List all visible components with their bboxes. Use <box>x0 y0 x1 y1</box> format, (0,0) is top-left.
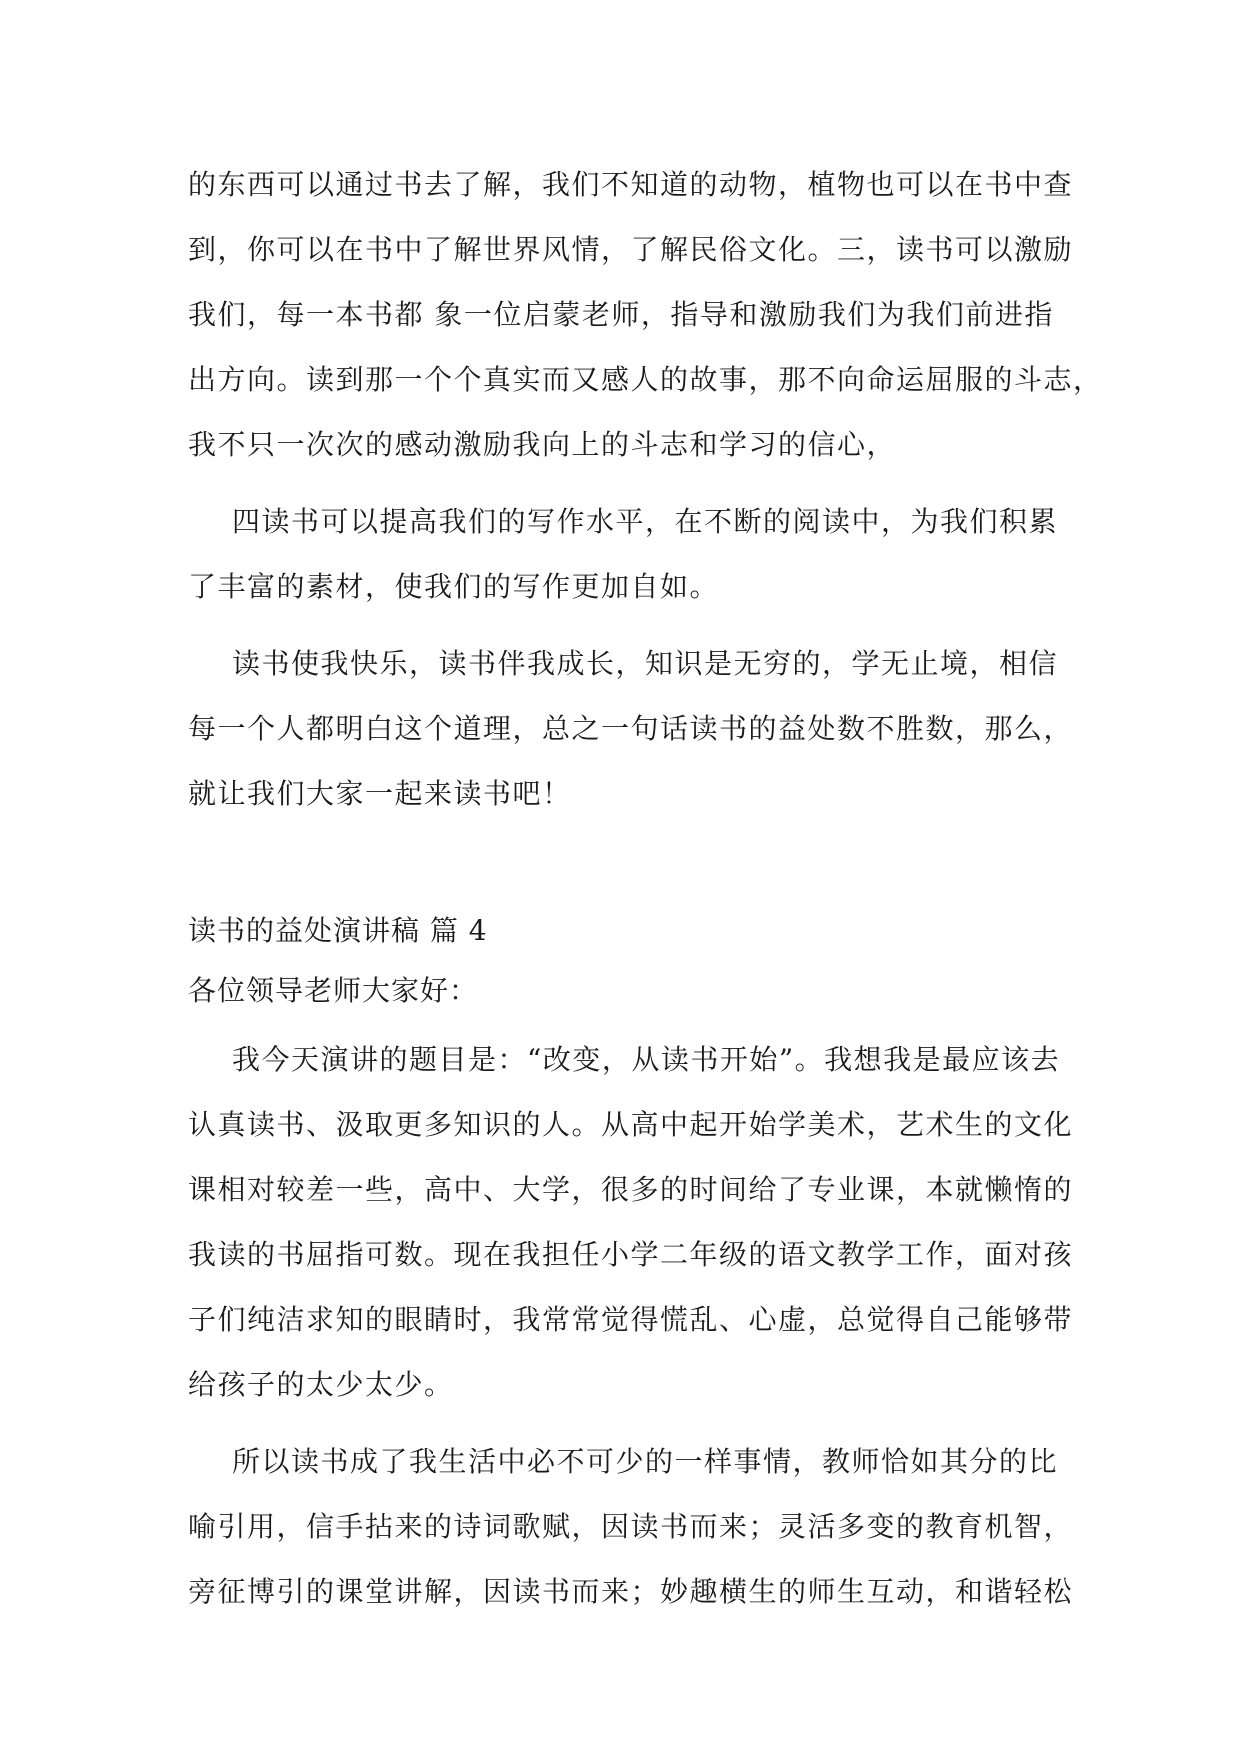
paragraph-1 <box>188 152 1103 477</box>
text-line: 四读书可以提高我们的写作水平，在不断的阅读中，为我们积累 <box>232 505 1059 538</box>
text-line: 我读的书屈指可数。现在我担任小学二年级的语文教学工作，面对孩 <box>188 1238 1074 1271</box>
greeting: 各位领导老师大家好： <box>188 974 479 1007</box>
section-paragraph-1 <box>188 1027 1074 1417</box>
text-line: 所以读书成了我生活中必不可少的一样事情，教师恰如其分的比 <box>232 1445 1059 1478</box>
text-line: 我今天演讲的题目是：“改变，从读书开始”。我想我是最应该去 <box>232 1043 1061 1076</box>
paragraph-spacer <box>188 1417 1068 1429</box>
text-line: 读书使我快乐，读书伴我成长，知识是无穷的，学无止境，相信 <box>232 647 1059 680</box>
text-line: 到，你可以在书中了解世界风情，了解民俗文化。三，读书可以激励 <box>188 233 1074 266</box>
text-line: 课相对较差一些，高中、大学，很多的时间给了专业课，本就懒惰的 <box>188 1173 1074 1206</box>
paragraph-spacer <box>188 477 1068 489</box>
section-paragraph-2 <box>188 1429 1074 1624</box>
text-line: 的东西可以通过书去了解，我们不知道的动物，植物也可以在书中查 <box>188 168 1074 201</box>
section-spacer <box>188 826 1068 901</box>
text-line: 认真读书、汲取更多知识的人。从高中起开始学美术，艺术生的文化 <box>188 1108 1074 1141</box>
section-heading: 读书的益处演讲稿 篇 4 <box>188 914 488 947</box>
text-line: 旁征博引的课堂讲解，因读书而来；妙趣横生的师生互动，和谐轻松 <box>188 1575 1074 1608</box>
text-line: 就让我们大家一起来读书吧！ <box>188 777 572 810</box>
text-line: 了丰富的素材，使我们的写作更加自如。 <box>188 570 720 603</box>
text-line: 子们纯洁求知的眼睛时，我常常觉得慌乱、心虚，总觉得自己能够带 <box>188 1303 1074 1336</box>
paragraph-3 <box>188 631 1074 826</box>
text-line: 我们，每一本书都 象一位启蒙老师，指导和激励我们为我们前进指 <box>188 298 1054 331</box>
text-line: 我不只一次次的感动激励我向上的斗志和学习的信心， <box>188 428 897 461</box>
paragraph-spacer <box>188 619 1068 631</box>
text-line: 每一个人都明白这个道理，总之一句话读书的益处数不胜数，那么， <box>188 712 1074 745</box>
document-page <box>188 152 1103 1624</box>
text-line: 给孩子的太少太少。 <box>188 1368 454 1401</box>
text-line: 出方向。读到那一个个真实而又感人的故事，那不向命运屈服的斗志， <box>188 363 1103 396</box>
text-line: 喻引用，信手拈来的诗词歌赋，因读书而来；灵活多变的教育机智， <box>188 1510 1074 1543</box>
paragraph-2 <box>188 489 1068 619</box>
